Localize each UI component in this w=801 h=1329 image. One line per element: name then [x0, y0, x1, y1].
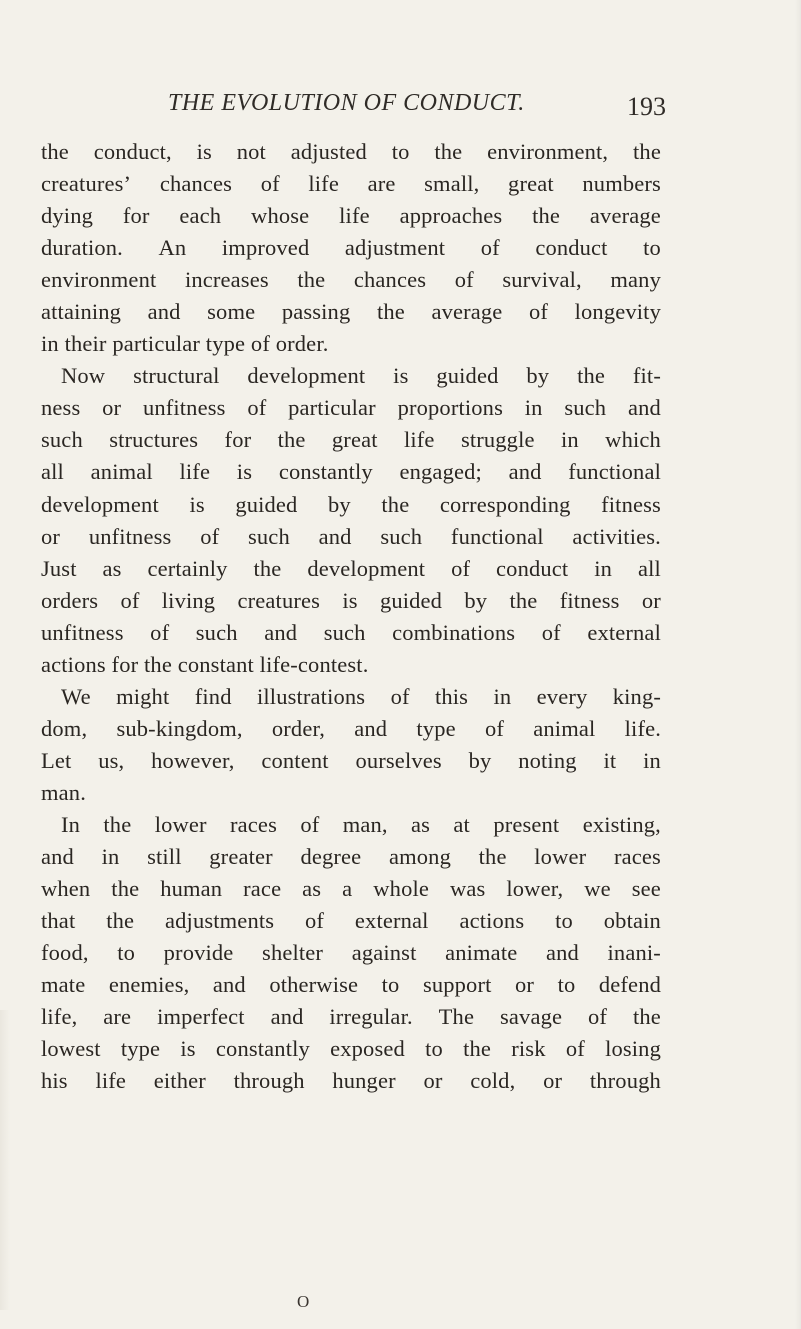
text-line: attaining and some passing the average of longevity: [41, 299, 661, 325]
text-line: actions for the constant life-contest.: [41, 651, 369, 677]
text-line: mate enemies, and otherwise to support or to defend: [41, 972, 661, 998]
text-line: all animal life is constantly engaged; and functional: [41, 459, 661, 485]
paragraph-start-line: In the lower races of man, as at present existing,: [61, 811, 661, 837]
text-line: his life either through hunger or cold, or through: [41, 1068, 661, 1094]
signature-mark: O: [297, 1292, 310, 1311]
paragraph-start-line: We might find illustrations of this in every king-: [61, 683, 661, 709]
text-line: man.: [41, 779, 86, 805]
text-line: creatures’ chances of life are small, great numbers: [41, 171, 661, 197]
text-line: dying for each whose life approaches the average: [41, 203, 661, 229]
running-title: THE EVOLUTION OF CONDUCT.: [168, 90, 525, 116]
text-line: food, to provide shelter against animate and inani-: [41, 940, 661, 966]
text-line: unfitness of such and such combinations of external: [41, 619, 661, 645]
text-line: dom, sub-kingdom, order, and type of animal life.: [41, 715, 661, 741]
text-line: and in still greater degree among the lower races: [41, 844, 661, 870]
text-line: that the adjustments of external actions to obtain: [41, 908, 661, 934]
text-line: orders of living creatures is guided by the fitness or: [41, 587, 661, 613]
text-line: environment increases the chances of survival, many: [41, 267, 661, 293]
body-text: [41, 136, 661, 1097]
paragraph-start-line: Now structural development is guided by the fit-: [61, 363, 661, 389]
text-line: when the human race as a whole was lower, we see: [41, 876, 661, 902]
page-edge-shadow: [795, 0, 801, 1329]
text-line: the conduct, is not adjusted to the environment, the: [41, 139, 661, 164]
paper-stain: [0, 1010, 10, 1310]
text-line: life, are imperfect and irregular. The savage of the: [41, 1004, 661, 1030]
text-line: ness or unfitness of particular proportions in such and: [41, 395, 661, 421]
text-line: Let us, however, content ourselves by noting it in: [41, 747, 661, 773]
page-number: 193: [627, 92, 666, 121]
text-line: Just as certainly the development of conduct in all: [41, 555, 661, 581]
text-line: duration. An improved adjustment of conduct to: [41, 235, 661, 261]
running-head: [0, 90, 801, 130]
text-line: lowest type is constantly exposed to the risk of losing: [41, 1036, 661, 1062]
text-line: development is guided by the corresponding fitness: [41, 491, 661, 517]
text-line: in their particular type of order.: [41, 331, 329, 357]
text-line: or unfitness of such and such functional activities.: [41, 523, 661, 549]
text-line: such structures for the great life struggle in which: [41, 427, 661, 453]
